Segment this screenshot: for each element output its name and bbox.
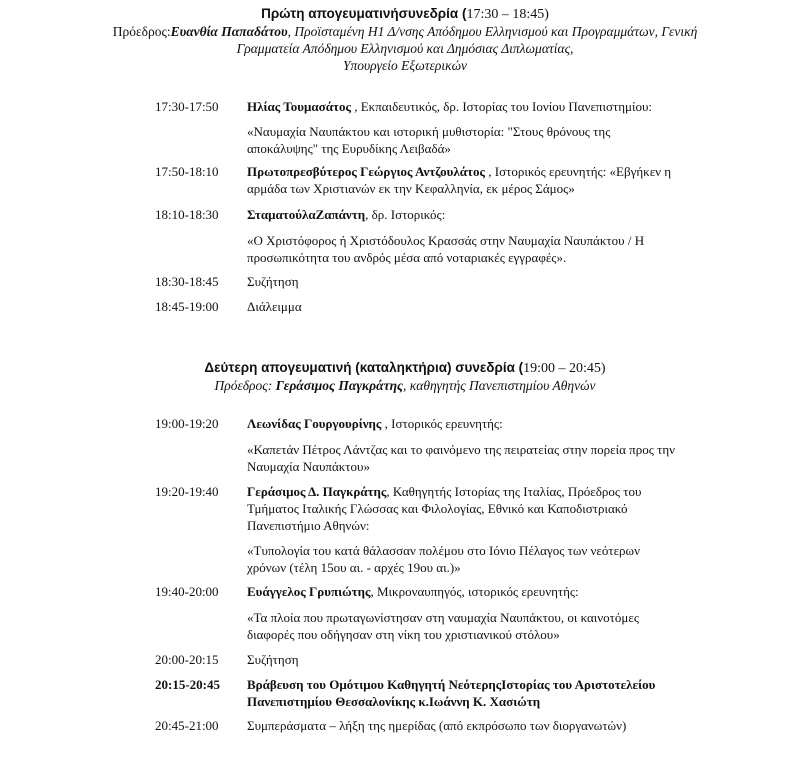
speaker-line: Ευάγγελος Γρυπιώτης, Μικροναυπηγός, ιστορικός ερευνητής: bbox=[247, 584, 579, 599]
speaker-line: ΣταματούλαΖαπάντη, δρ. Ιστορικός: bbox=[247, 207, 446, 222]
speaker-line: Ηλίας Τουμασάτος , Εκπαιδευτικός, δρ. Ιστορίας του Ιονίου Πανεπιστημίου: bbox=[247, 99, 653, 114]
session1-chair-role-3: Υπουργείο Εξωτερικών bbox=[342, 58, 468, 73]
time-slot: 18:10-18:30 bbox=[155, 207, 219, 222]
agenda-text: Διάλειμμα bbox=[247, 299, 302, 314]
time-slot: 19:00-19:20 bbox=[155, 416, 219, 431]
time-slot: 17:50-18:10 bbox=[155, 164, 219, 179]
time-slot: 18:45-19:00 bbox=[155, 299, 219, 314]
time-slot: 17:30-17:50 bbox=[155, 99, 219, 114]
talk-title: «Τυπολογία του κατά θάλασσαν πολέμου στο Ιόνιο Πέλαγος των νεότερων χρόνων (τέλη 15ου αι. - αρχές 19ου αι.)» bbox=[247, 543, 640, 575]
talk-title: «Ο Χριστόφορος ή Χριστόδουλος Κρασσάς στην Ναυμαχία Ναυπάκτου / Η προσωπικότητα του ανδρός μέσα από νοταριακές εγγραφές». bbox=[247, 233, 645, 265]
time-slot: 20:15-20:45 bbox=[155, 677, 220, 692]
session1-title: Πρώτη απογευματινήσυνεδρία (17:30 – 18:45) bbox=[261, 6, 549, 22]
session1-chair: Πρόεδρος:Ευανθία Παπαδάτου, Προϊσταμένη Η1 Δ/νσης Απόδημου Ελληνισμού και Προγραμμάτων, Γενική bbox=[112, 24, 698, 39]
agenda-text: Συζήτηση bbox=[247, 274, 299, 289]
award-text: Βράβευση του Ομότιμου Καθηγητή ΝεότερηςΙστορίας του Αριστοτελείου Πανεπιστημίου Θεσσαλονίκης κ.Ιωάννη Κ. Χασιώτη bbox=[247, 677, 656, 709]
speaker-line: Λεωνίδας Γουργουρίνης , Ιστορικός ερευνητής: bbox=[247, 416, 503, 431]
time-slot: 19:40-20:00 bbox=[155, 584, 219, 599]
talk-title: «Τα πλοία που πρωταγωνίστησαν στη ναυμαχία Ναυπάκτου, οι καινοτόμες διαφορές που οδήγησαν στη νίκη του χριστιανικού στόλου» bbox=[247, 610, 639, 642]
agenda-text: Συζήτηση bbox=[247, 652, 299, 667]
speaker-line: Γεράσιμος Δ. Παγκράτης, Καθηγητής Ιστορίας της Ιταλίας, Πρόεδρος του Τμήματος Ιταλικής Γλώσσας και Φιλολογίας, Εθνικό και Καποδιστριακό Πανεπιστήμιο Αθηνών: bbox=[247, 484, 642, 533]
talk-title: «Καπετάν Πέτρος Λάντζας και το φαινόμενο της πειρατείας στην πορεία προς την Ναυμαχία Ναυπάκτου» bbox=[247, 442, 676, 474]
talk-title: «Ναυμαχία Ναυπάκτου και ιστορική μυθιστορία: "Στους θρόνους της αποκάλυψης" της Ευρυδίκης Λειβαδά» bbox=[247, 124, 611, 156]
time-slot: 20:45-21:00 bbox=[155, 718, 219, 733]
session1-chair-role-2: Γραμματεία Απόδημου Ελληνισμού και Δημόσιας Διπλωματίας, bbox=[236, 41, 574, 56]
speaker-line: Πρωτοπρεσβύτερος Γεώργιος Αντζουλάτος , Ιστορικός ερευνητής: «Εβγήκεν η αρμάδα των Χριστιανών εκ την Κεφαλληνία, εκ μέρος Σάμος» bbox=[247, 164, 672, 196]
agenda-text: Συμπεράσματα – λήξη της ημερίδας (από εκπρόσωπο των διοργανωτών) bbox=[247, 718, 627, 733]
session2-chair: Πρόεδρος: Γεράσιμος Παγκράτης, καθηγητής Πανεπιστημίου Αθηνών bbox=[214, 378, 596, 393]
time-slot: 20:00-20:15 bbox=[155, 652, 219, 667]
time-slot: 19:20-19:40 bbox=[155, 484, 219, 499]
time-slot: 18:30-18:45 bbox=[155, 274, 219, 289]
session2-title: Δεύτερη απογευματινή (καταληκτήρια) συνεδρία (19:00 – 20:45) bbox=[204, 360, 606, 376]
